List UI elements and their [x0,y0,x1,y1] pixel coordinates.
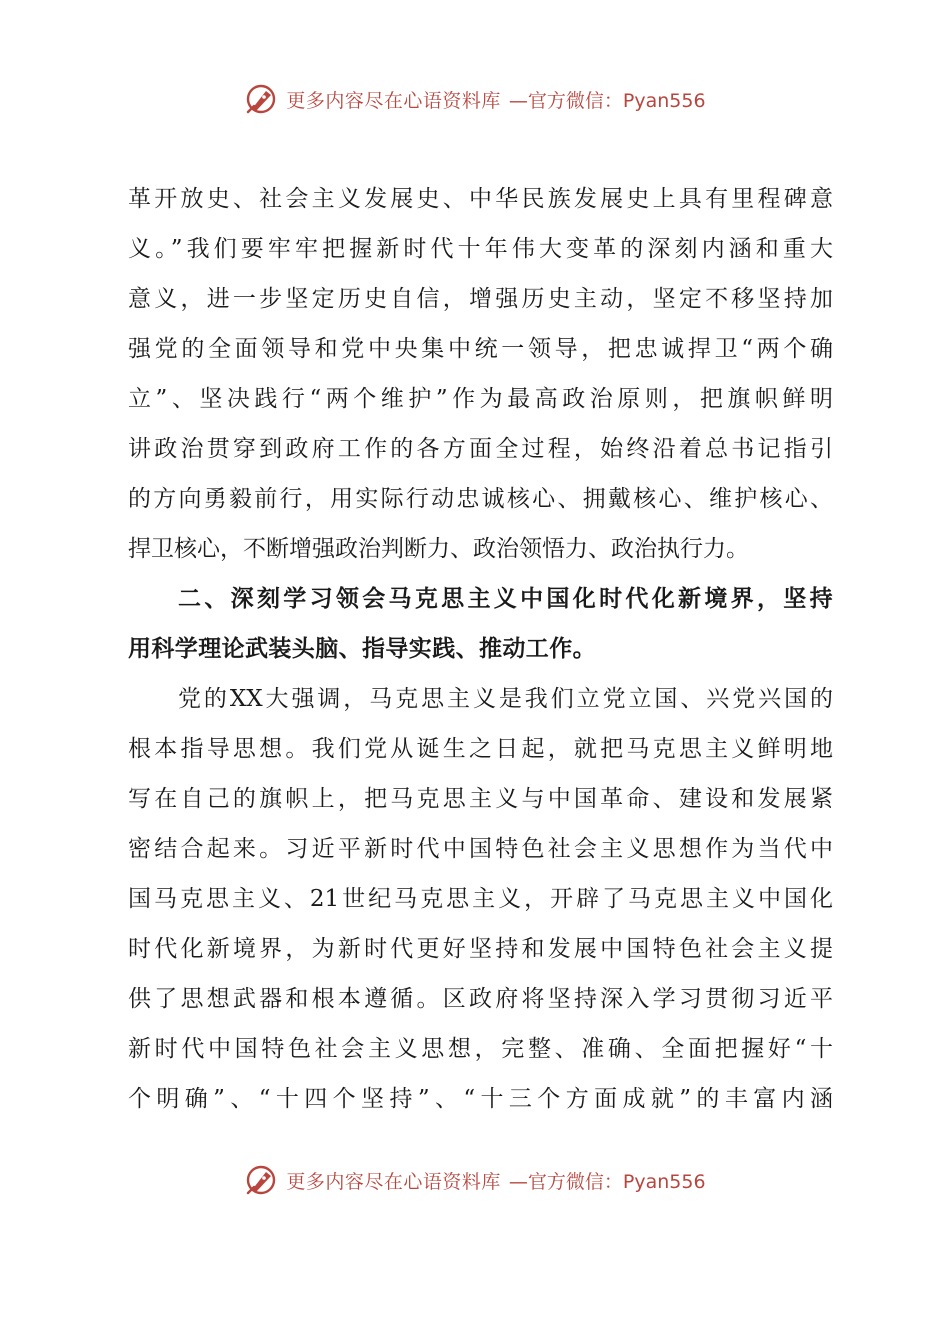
paragraph-2 [128,674,833,1124]
heading-line: 用科学理论武装头脑、指导实践、推动工作。 [128,636,596,662]
text-line: 的方向勇毅前行，用实际行动忠诚核心、拥戴核心、维护核心、 [128,486,833,512]
text-line: 新时代中国特色社会主义思想，完整、准确、全面把握好“十 [128,1036,833,1062]
banner-brand-text: 更多内容尽在心语资料库 [286,1170,501,1193]
text-line: 革开放史、社会主义发展史、中华民族发展史上具有里程碑意 [128,186,833,212]
text-line: 强党的全面领导和党中央集中统一领导，把忠诚捍卫“两个确 [128,336,833,362]
text-line: 个明确”、“十四个坚持”、“十三个方面成就”的丰富内涵 [128,1086,833,1112]
text-line: 党的XX大强调，马克思主义是我们立党立国、兴党兴国的 [178,686,833,712]
banner-brand-text: 更多内容尽在心语资料库 [286,89,501,112]
document-body [128,174,833,1124]
section-heading [128,574,833,674]
text-line: 根本指导思想。我们党从诞生之日起，就把马克思主义鲜明地 [128,736,833,762]
text-line: 义。”我们要牢牢把握新时代十年伟大变革的深刻内涵和重大 [128,236,833,262]
text-line: 时代化新境界，为新时代更好坚持和发展中国特色社会主义提 [128,936,833,962]
footer-banner [0,1163,950,1197]
heading-line: 二、深刻学习领会马克思主义中国化时代化新境界，坚持 [178,586,833,612]
banner-contact-text: —官方微信：Pyan556 [508,1170,706,1193]
paragraph-1 [128,174,833,574]
text-line: 立”、坚决践行“两个维护”作为最高政治原则，把旗帜鲜明 [128,386,833,412]
text-line: 供了思想武器和根本遵循。区政府将坚持深入学习贯彻习近平 [128,986,833,1012]
text-line: 国马克思主义、21世纪马克思主义，开辟了马克思主义中国化 [128,886,833,912]
text-line: 捍卫核心，不断增强政治判断力、政治领悟力、政治执行力。 [128,536,749,562]
text-line: 写在自己的旗帜上，把马克思主义与中国革命、建设和发展紧 [128,786,833,812]
pen-nib-logo-icon [244,82,278,116]
text-line: 讲政治贯穿到政府工作的各方面全过程，始终沿着总书记指引 [128,436,833,462]
banner-contact-text: —官方微信：Pyan556 [508,89,706,112]
header-banner [0,82,950,116]
text-line: 意义，进一步坚定历史自信，增强历史主动，坚定不移坚持加 [128,286,833,312]
pen-nib-logo-icon [244,1163,278,1197]
text-line: 密结合起来。习近平新时代中国特色社会主义思想作为当代中 [128,836,833,862]
